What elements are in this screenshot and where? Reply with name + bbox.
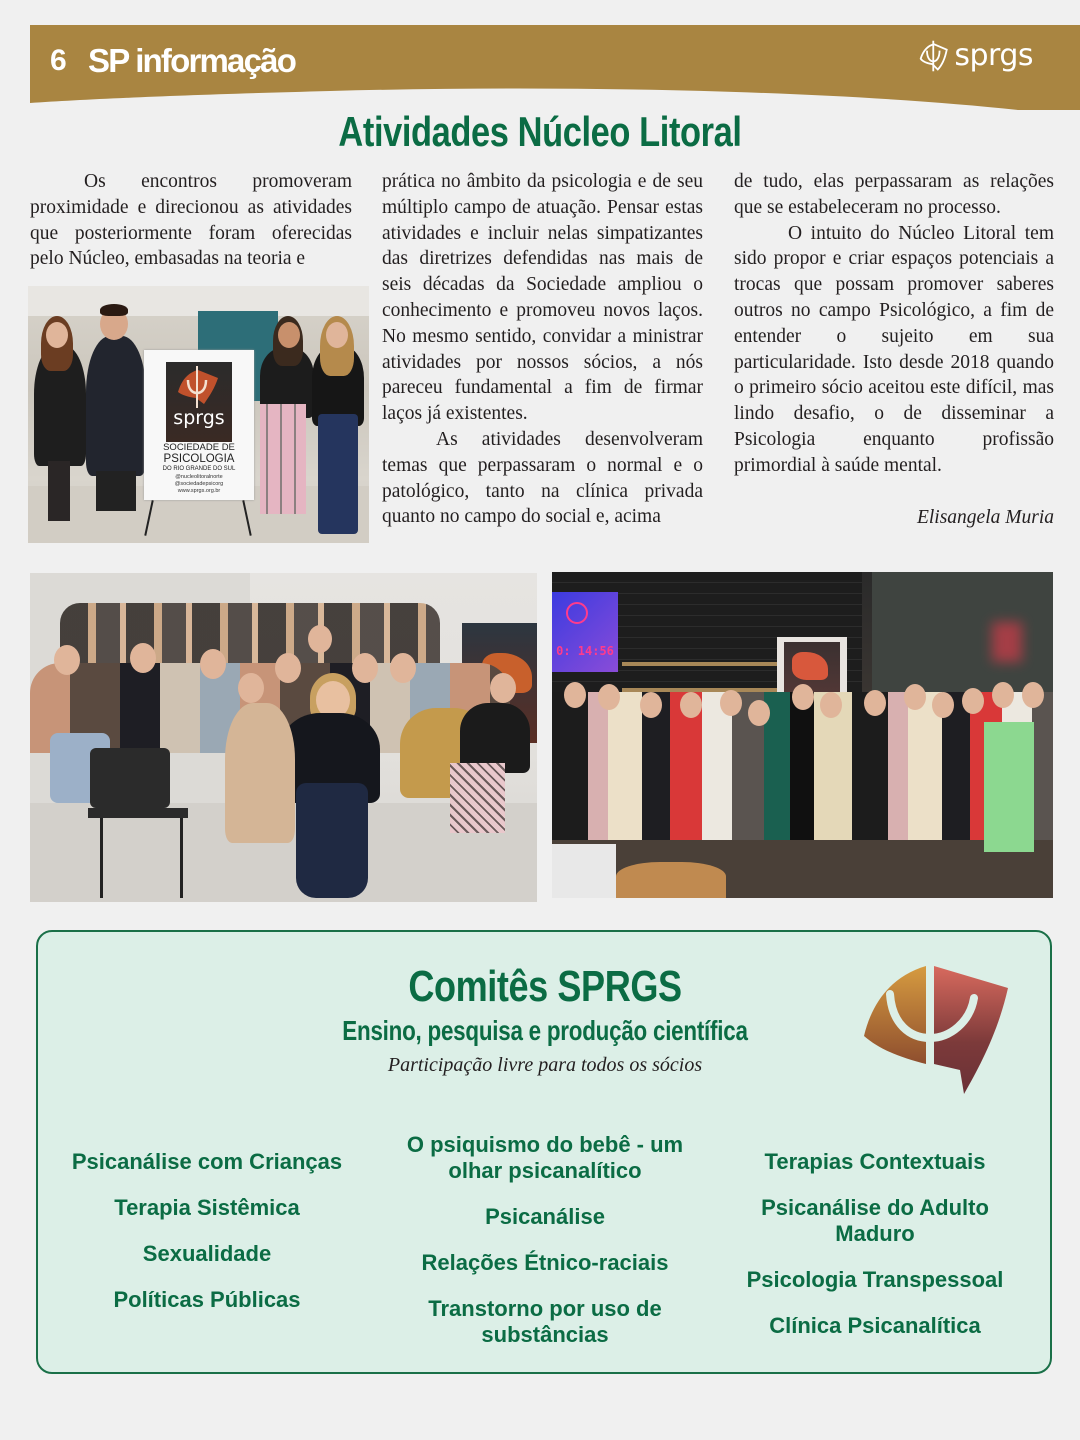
committees-title: Comitês SPRGS (408, 962, 682, 1011)
banner-text-2: PSICOLOGIA (163, 453, 235, 465)
header-logo-text: sprgs (954, 38, 1033, 73)
header-logo (918, 35, 1033, 77)
paragraph: de tudo, elas perpassaram as relações que se estabeleceram no processo. (734, 171, 1054, 218)
committees-column-2 (380, 1132, 710, 1368)
committee-item: Transtorno por uso de substâncias (428, 1296, 662, 1347)
article-column-3 (734, 169, 1054, 530)
committee-item: Políticas Públicas (113, 1287, 301, 1312)
paragraph: prática no âmbito da psicologia e de seu múltiplo campo de atuação. Pensar estas atividades e incluir nelas simpatizantes das diretrizes defendidas nas mais de seis décadas da Sociedade ampliou o conhecimento e promoveu novos laços. No mesmo sentido, convidar a ministrar atividades por nossos sócios, a nós pareceu fundamental a fim de firmar laços já existentes. (382, 171, 703, 425)
page-number: 6 (50, 44, 67, 77)
committee-item: Clínica Psicanalítica (769, 1313, 981, 1338)
committees-note: Participação livre para todos os sócios (387, 1054, 703, 1076)
timer-display: 0: 14:56 (556, 644, 614, 658)
committee-item: Terapia Sistêmica (114, 1195, 300, 1220)
committee-item: O psiquismo do bebê - um olhar psicanalítico (406, 1132, 684, 1183)
banner-handle-1: @nucleolitoralnorte (175, 474, 223, 480)
author-signature: Elisangela Muria (916, 506, 1054, 528)
banner-handle-2: @sociedadepsicorg (174, 481, 224, 487)
banner-site: www.sprgs.org.br (177, 488, 221, 494)
banner-text-3: DO RIO GRANDE DO SUL (162, 466, 236, 472)
committees-subtitle: Ensino, pesquisa e produção científica (342, 1015, 748, 1046)
banner-text-1: SOCIEDADE DE (163, 442, 235, 453)
paragraph: O intuito do Núcleo Litoral tem sido propor e criar espaços potenciais a trocas que possam promover saberes outros no campo Psicológico, a fim de entender o sujeito em sua particularidade. Isto desde 2018 quando o primeiro sócio aceitou este difícil, mas lindo desafio, o de disseminar a Psicologia enquanto profissão primordial à saúde mental. (734, 222, 1054, 476)
committee-item: Psicanálise com Crianças (71, 1149, 343, 1174)
banner-logo-text: sprgs (173, 407, 225, 429)
paragraph: As atividades desenvolveram temas que perpassaram o normal e o patológico, tanto na clínica privada quanto no campo do social e, acima (382, 428, 703, 528)
photo-standing-group (552, 572, 1053, 898)
section-name: SP informação (88, 42, 296, 79)
committee-item: Psicanálise do Adulto Maduro (761, 1195, 989, 1246)
committee-item: Psicanálise (485, 1204, 605, 1229)
committee-item: Relações Étnico-raciais (421, 1250, 669, 1275)
committee-item: Terapias Contextuais (764, 1149, 986, 1174)
committee-item: Psicologia Transpessoal (746, 1267, 1004, 1292)
article-column-2 (382, 169, 703, 530)
committees-column-1 (50, 1149, 364, 1333)
committees-column-3 (720, 1149, 1030, 1359)
sprgs-logo-icon (918, 37, 950, 75)
banner-logo-icon (174, 364, 224, 409)
photo-group-with-banner (28, 286, 369, 543)
photo-seated-group (30, 573, 537, 902)
committee-item: Sexualidade (142, 1241, 272, 1266)
paragraph: Os encontros promoveram proximidade e direcionou as atividades que posteriormente foram oferecidas pelo Núcleo, embasadas na teoria e (30, 171, 352, 270)
sprgs-brand-logo-icon (862, 962, 1012, 1097)
article-title: Atividades Núcleo Litoral (338, 108, 742, 155)
article-column-1 (30, 169, 352, 272)
